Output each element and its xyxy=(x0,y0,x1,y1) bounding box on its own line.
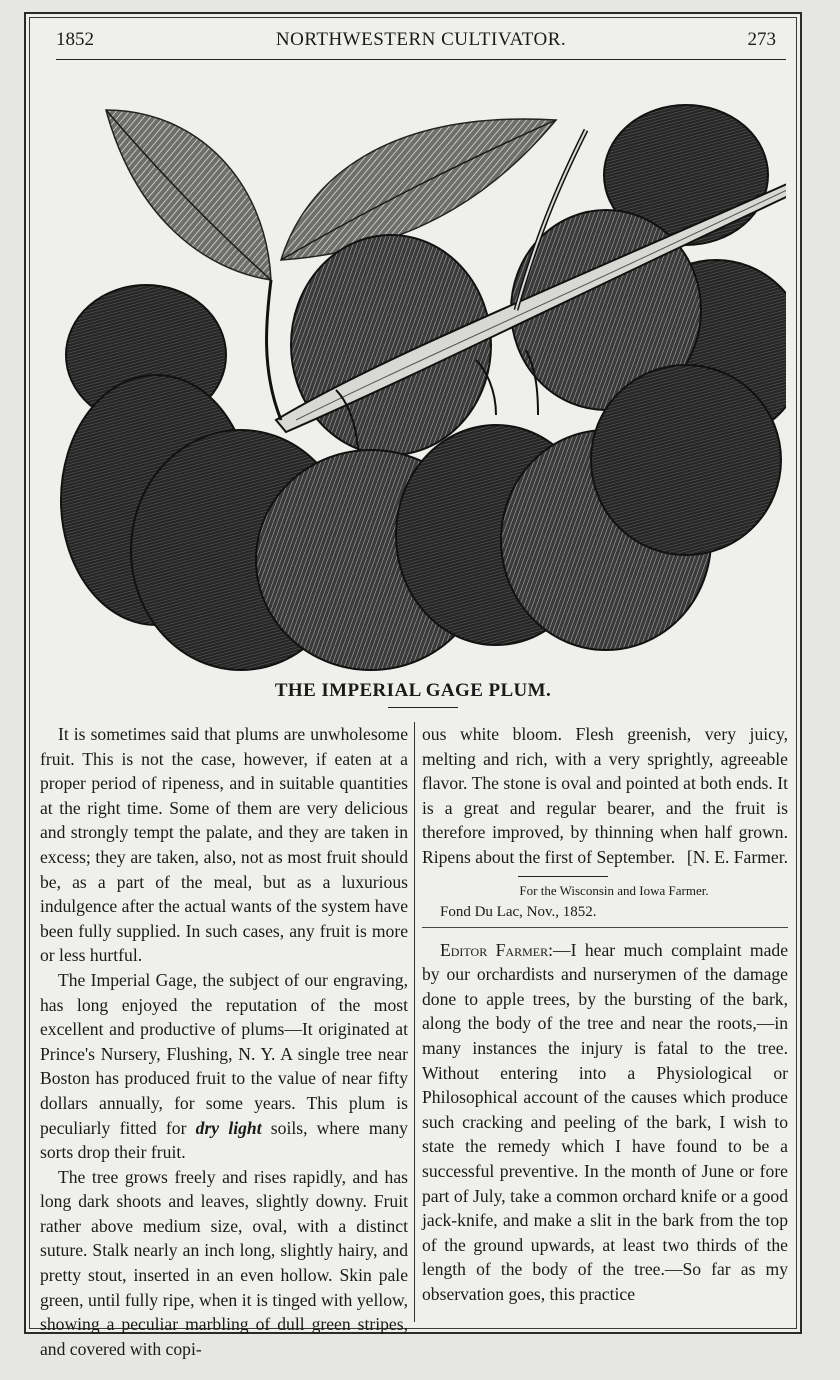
page-header xyxy=(56,29,786,69)
paragraph: The tree grows freely and rises rapidly, and has long dark shoots and leaves, slightly downy. Fruit rather above medium size, oval, with a distinct suture. Stalk nearly an inch long, slightly hairy, and pretty stout, inserted in an even hollow. Skin pale green, until fully ripe, when it is tinged with yellow, showing a peculiar marbling of dull green stripes, and covered with copi- xyxy=(40,1166,408,1359)
header-page-number: 273 xyxy=(747,29,776,50)
correspondence-heading: For the Wisconsin and Iowa Farmer. xyxy=(519,882,709,898)
paragraph: The Imperial Gage, the subject of our engraving, has long enjoyed the reputation of the most excellent and productive of plums—It originated at Prince's Nursery, Flushing, N. Y. A single tree near Boston has produced fruit to the value of near fifty dollars annually, for some years. This plum is peculiarly fitted for dry light soils, where many sorts drop their fruit. xyxy=(40,969,408,1163)
stalk xyxy=(267,280,281,420)
column-divider xyxy=(414,722,415,1322)
dateline: Fond Du Lac, Nov., 1852. xyxy=(440,903,597,920)
paragraph: Editor Farmer:—I hear much complaint made by our orchardists and nurserymen of the damage done to apple trees, by the bursting of the bark, along the body of the tree and near the roots,—in many instances the injury is fatal to the tree. Without entering into a Physiological or Philosophical account of the causes which produce such cracking and peeling of the bark, I wish to state the remedy which I have found to be a successful preventive. In the month of June or fore part of July, take a common orchard knife or a good jack-knife, and make a slit in the bark from the top of the ground upwards, at least two thirds of the length of the body of the tree.—So far as my observation goes, this practice xyxy=(422,939,788,1304)
leaf-left xyxy=(106,110,271,280)
right-column xyxy=(422,722,788,1306)
section-separator xyxy=(518,876,608,877)
dateline-rule xyxy=(422,927,788,928)
plum xyxy=(591,365,781,555)
title-rule xyxy=(388,707,458,708)
header-title: NORTHWESTERN CULTIVATOR. xyxy=(275,29,567,50)
salutation: Editor Farmer: xyxy=(440,939,553,960)
article-title: THE IMPERIAL GAGE PLUM. xyxy=(274,680,552,701)
paragraph: ous white bloom. Flesh greenish, very juicy, melting and rich, with a very sprightly, agreeable flavor. The stone is oval and pointed at both ends. It is a great and regular bearer, and the fruit is therefore improved, by thinning when half grown. Ripens about the first of September. [N. E. Farmer. xyxy=(422,722,788,870)
italic-emphasis: dry light xyxy=(195,1117,262,1138)
header-rule xyxy=(56,59,786,60)
source-attribution: [N. E. Farmer. xyxy=(686,846,788,867)
header-year: 1852 xyxy=(56,29,94,50)
newspaper-page xyxy=(24,12,802,1359)
left-column xyxy=(40,722,408,1361)
paragraph: It is sometimes said that plums are unwholesome fruit. This is not the case, however, if eaten at a proper period of ripeness, and in suitable quantities at the right time. Some of them are very delicious and strongly tempt the palate, and they are taken in excess; they are taken, also, not as most fruit should be, as a part of the meal, but as a luxurious indulgence after the actual wants of the system have been fully supplied. In such cases, any fruit is more or less hurtful. xyxy=(40,724,408,966)
plum-engraving-illustration xyxy=(46,70,786,680)
